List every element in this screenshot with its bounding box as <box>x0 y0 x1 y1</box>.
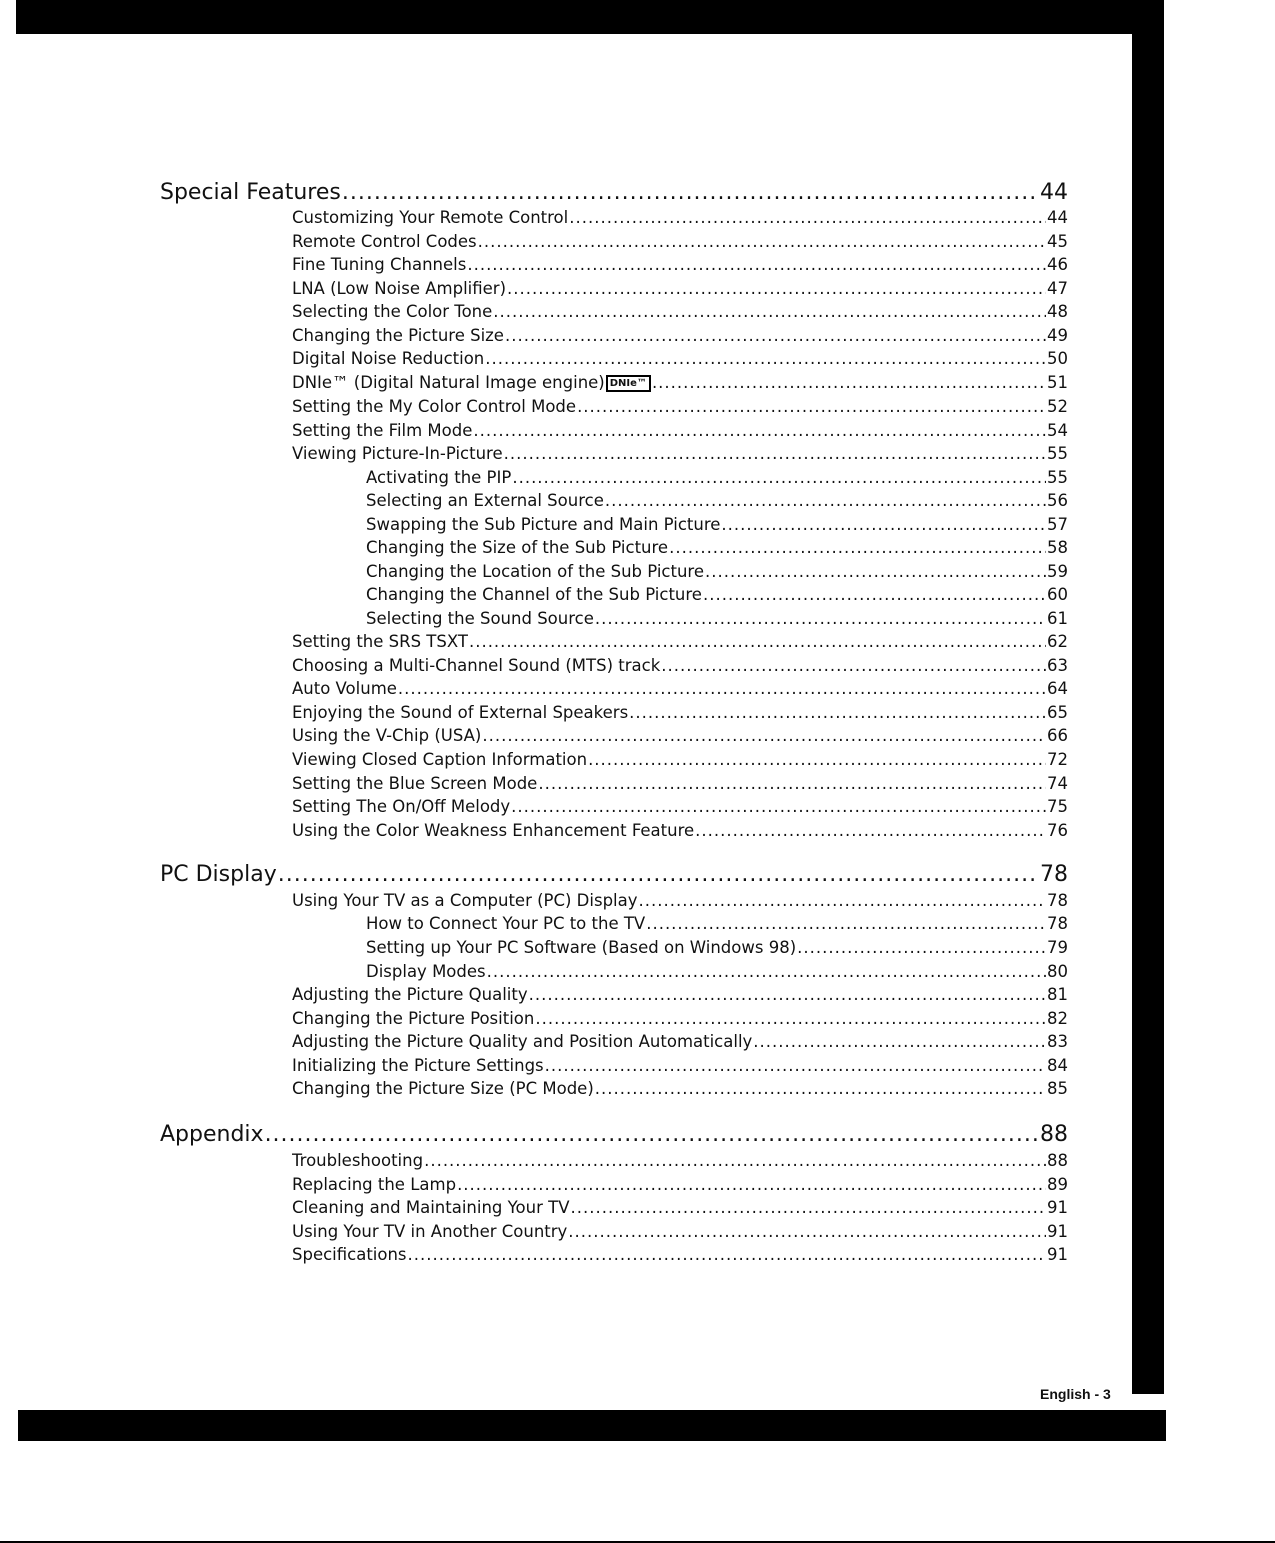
section-page: 78 <box>1040 862 1068 887</box>
toc-subentry: Changing the Location of the Sub Picture ..... 59 <box>366 562 1068 584</box>
toc-entry: Viewing Closed Caption Information ..... 72 <box>292 750 1068 772</box>
toc-entry: Troubleshooting ..... 88 <box>292 1151 1068 1173</box>
toc-subentry: Activating the PIP ..... 55 <box>366 468 1068 490</box>
bottom-black-bar <box>18 1410 1166 1441</box>
toc-entry: Choosing a Multi-Channel Sound (MTS) track ..... 63 <box>292 656 1068 678</box>
page-footer-label: English - 3 <box>1040 1386 1111 1402</box>
toc-entry: Setting the Blue Screen Mode ..... 74 <box>292 774 1068 796</box>
toc-subentry: Selecting the Sound Source ..... 61 <box>366 609 1068 631</box>
toc-entry: Digital Noise Reduction ..... 50 <box>292 349 1068 371</box>
toc-entry: Specifications ..... 91 <box>292 1245 1068 1267</box>
toc-entry: Replacing the Lamp ..... 89 <box>292 1175 1068 1197</box>
toc-entry: Initializing the Picture Settings ..... 84 <box>292 1056 1068 1078</box>
toc-section-special-features <box>160 180 1068 210</box>
toc-entry: Adjusting the Picture Quality ..... 81 <box>292 985 1068 1007</box>
section-title: PC Display <box>160 862 277 887</box>
toc-entry: Using the Color Weakness Enhancement Feature ..... 76 <box>292 821 1068 843</box>
toc-subentry: Display Modes ..... 80 <box>366 962 1068 984</box>
toc-entry: Changing the Picture Size (PC Mode) ..... 85 <box>292 1079 1068 1101</box>
toc-entry: Setting the SRS TSXT ..... 62 <box>292 632 1068 654</box>
toc-entry: DNIe™ (Digital Natural Image engine) DNIe™ ..... 51 <box>292 373 1068 395</box>
toc-entry: Cleaning and Maintaining Your TV ..... 91 <box>292 1198 1068 1220</box>
toc-subentry: How to Connect Your PC to the TV ..... 78 <box>366 914 1068 936</box>
section-page: 44 <box>1040 180 1068 205</box>
toc-subentry: Changing the Size of the Sub Picture ..... 58 <box>366 538 1068 560</box>
toc-subentry: Selecting an External Source ..... 56 <box>366 491 1068 513</box>
toc-entry: Auto Volume ..... 64 <box>292 679 1068 701</box>
section-title: Special Features <box>160 180 341 205</box>
toc-subentry: Swapping the Sub Picture and Main Picture ..... 57 <box>366 515 1068 537</box>
toc-subentry: Setting up Your PC Software (Based on Windows 98) ..... 79 <box>366 938 1068 960</box>
toc-entry: Changing the Picture Size ..... 49 <box>292 326 1068 348</box>
top-black-bar <box>0 0 1160 34</box>
toc-entry: Using the V-Chip (USA) ..... 66 <box>292 726 1068 748</box>
toc-entry: Using Your TV as a Computer (PC) Display ..... 78 <box>292 891 1068 913</box>
toc-entry: Remote Control Codes ..... 45 <box>292 232 1068 254</box>
toc-subentry: Changing the Channel of the Sub Picture ..... 60 <box>366 585 1068 607</box>
right-black-bar <box>1132 0 1164 1394</box>
section-page: 88 <box>1040 1122 1068 1147</box>
toc-entry: Changing the Picture Position ..... 82 <box>292 1009 1068 1031</box>
toc-section-appendix <box>160 1122 1068 1152</box>
toc-entry: Selecting the Color Tone ..... 48 <box>292 302 1068 324</box>
toc-section-pc-display <box>160 862 1068 892</box>
toc-entry: Setting the Film Mode ..... 54 <box>292 421 1068 443</box>
dnie-logo-badge: DNIe™ <box>606 375 651 392</box>
toc-entry: Viewing Picture-In-Picture ..... 55 <box>292 444 1068 466</box>
section-title: Appendix <box>160 1122 264 1147</box>
toc-entry: Customizing Your Remote Control ..... 44 <box>292 208 1068 230</box>
toc-entry: LNA (Low Noise Amplifier) ..... 47 <box>292 279 1068 301</box>
toc-entry: Using Your TV in Another Country ..... 91 <box>292 1222 1068 1244</box>
toc-entry: Setting the My Color Control Mode ..... 52 <box>292 397 1068 419</box>
toc-entry: Enjoying the Sound of External Speakers ..... 65 <box>292 703 1068 725</box>
left-margin <box>0 0 16 1440</box>
toc-entry: Fine Tuning Channels ..... 46 <box>292 255 1068 277</box>
toc-entry: Setting The On/Off Melody ..... 75 <box>292 797 1068 819</box>
toc-entry: Adjusting the Picture Quality and Position Automatically ..... 83 <box>292 1032 1068 1054</box>
